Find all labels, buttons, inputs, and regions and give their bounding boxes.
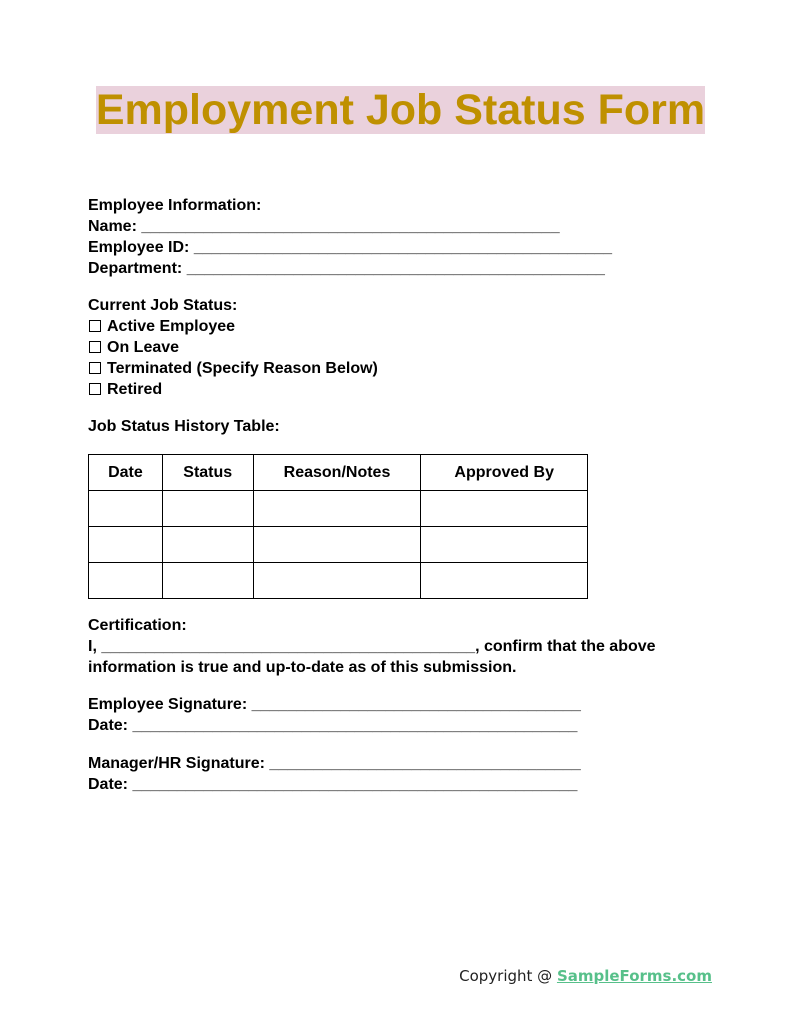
employee-info-section — [88, 195, 708, 279]
employee-date-blank[interactable]: __________________________________________________ — [132, 717, 578, 734]
cell[interactable] — [162, 563, 253, 599]
job-status-section — [88, 295, 708, 400]
job-status-heading: Current Job Status: — [88, 297, 238, 314]
copyright-text: Copyright @ — [459, 967, 557, 985]
form-body — [88, 195, 708, 795]
checkbox-icon[interactable] — [89, 341, 101, 353]
cell[interactable] — [421, 491, 588, 527]
table-row — [89, 491, 588, 527]
employee-signature-label: Employee Signature: — [88, 696, 248, 713]
cell[interactable] — [89, 491, 163, 527]
cert-prefix: I, — [88, 638, 102, 655]
employee-date-label: Date: — [88, 717, 129, 734]
history-table — [88, 454, 588, 599]
cell[interactable] — [253, 563, 421, 599]
footer-copyright — [459, 967, 712, 985]
manager-signature-section — [88, 753, 708, 795]
department-blank[interactable]: _______________________________________________ — [186, 260, 605, 277]
employee-signature-section — [88, 694, 708, 736]
option-label: Terminated (Specify Reason Below) — [107, 360, 378, 377]
table-row — [89, 527, 588, 563]
employee-signature-blank[interactable]: _____________________________________ — [251, 696, 581, 713]
manager-date-field[interactable] — [88, 774, 708, 795]
cell[interactable] — [89, 563, 163, 599]
manager-date-blank[interactable]: __________________________________________________ — [132, 776, 578, 793]
option-terminated[interactable] — [88, 358, 708, 379]
employee-date-field[interactable] — [88, 715, 708, 736]
certification-line2: information is true and up-to-date as of this submission. — [88, 659, 517, 676]
col-reason: Reason/Notes — [253, 455, 421, 491]
title-wrap — [0, 86, 801, 134]
sampleforms-link[interactable]: SampleForms.com — [556, 967, 712, 985]
manager-signature-label: Manager/HR Signature: — [88, 755, 265, 772]
certification-line1 — [88, 636, 708, 657]
cell[interactable] — [162, 491, 253, 527]
name-field[interactable] — [88, 216, 708, 237]
option-active-employee[interactable] — [88, 316, 708, 337]
manager-signature-blank[interactable]: ___________________________________ — [269, 755, 581, 772]
employee-signature-field[interactable] — [88, 694, 708, 715]
employee-id-field[interactable] — [88, 237, 708, 258]
name-blank[interactable]: _______________________________________________ — [141, 218, 560, 235]
cell[interactable] — [421, 563, 588, 599]
cell[interactable] — [421, 527, 588, 563]
manager-date-label: Date: — [88, 776, 129, 793]
name-label: Name: — [88, 218, 137, 235]
option-label: Active Employee — [107, 318, 236, 335]
cert-name-blank[interactable]: __________________________________________ — [101, 638, 476, 655]
page-title: Employment Job Status Form — [95, 86, 706, 134]
option-label: On Leave — [107, 339, 180, 356]
checkbox-icon[interactable] — [89, 362, 101, 374]
certification-heading: Certification: — [88, 617, 187, 634]
employee-id-label: Employee ID: — [88, 239, 190, 256]
table-header-row — [89, 455, 588, 491]
col-approved-by: Approved By — [421, 455, 588, 491]
history-heading: Job Status History Table: — [88, 418, 280, 435]
table-row — [89, 563, 588, 599]
department-label: Department: — [88, 260, 183, 277]
certification-section — [88, 615, 708, 678]
cell[interactable] — [253, 527, 421, 563]
col-date: Date — [89, 455, 163, 491]
employee-info-heading: Employee Information: — [88, 197, 262, 214]
department-field[interactable] — [88, 258, 708, 279]
option-on-leave[interactable] — [88, 337, 708, 358]
employee-id-blank[interactable]: _______________________________________________ — [193, 239, 613, 256]
checkbox-icon[interactable] — [89, 383, 101, 395]
cert-suffix: , confirm that the above — [475, 638, 656, 655]
col-status: Status — [162, 455, 253, 491]
cell[interactable] — [89, 527, 163, 563]
cell[interactable] — [162, 527, 253, 563]
manager-signature-field[interactable] — [88, 753, 708, 774]
checkbox-icon[interactable] — [89, 320, 101, 332]
option-label: Retired — [107, 381, 163, 398]
option-retired[interactable] — [88, 379, 708, 400]
cell[interactable] — [253, 491, 421, 527]
